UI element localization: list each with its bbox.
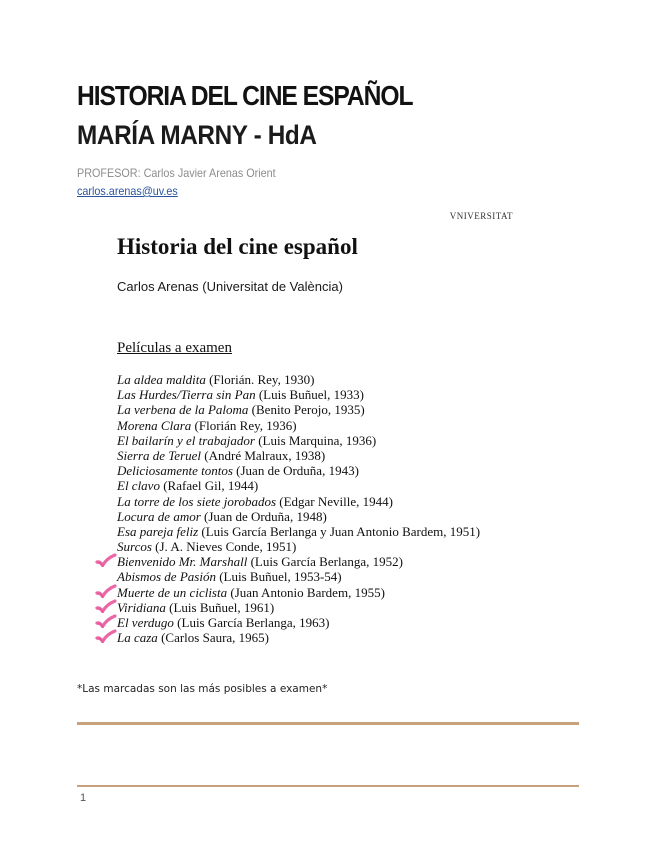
film-title: Esa pareja feliz: [117, 523, 199, 539]
film-list-item: [117, 418, 480, 433]
film-list-item: [117, 372, 480, 387]
film-title: Locura de amor: [117, 508, 201, 524]
film-list-item: [117, 478, 480, 493]
film-list-item: [117, 569, 480, 584]
film-title: Viridiana: [117, 599, 166, 615]
check-mark-icon: [95, 629, 117, 644]
film-details: (Luis García Berlanga, 1963): [173, 615, 330, 630]
film-title: Morena Clara: [117, 417, 192, 433]
film-details: (Carlos Saura, 1965): [157, 630, 270, 646]
film-list-item: [117, 494, 480, 509]
film-details: (J. A. Nieves Conde, 1951): [151, 539, 297, 555]
film-title: La caza: [117, 630, 158, 646]
film-details: (Rafael Gil, 1944): [159, 478, 259, 494]
check-mark-icon: [95, 584, 117, 599]
film-title: Deliciosamente tontos: [117, 463, 233, 479]
film-title: La verbena de la Paloma: [117, 402, 249, 418]
film-details: (Luis Buñuel, 1933): [255, 387, 364, 403]
page-number: 1: [80, 792, 87, 804]
film-details: (Edgar Neville, 1944): [276, 493, 393, 509]
film-title: El verdugo: [117, 615, 174, 630]
film-list-item: [117, 524, 480, 539]
film-title: Sierra de Teruel: [117, 447, 202, 463]
film-details: (Juan de Orduña, 1948): [200, 508, 327, 524]
footnote: *Las marcadas son las más posibles a examen*: [77, 683, 328, 695]
document-author: Carlos Arenas (Universitat de València): [117, 279, 343, 294]
footer-divider: [77, 785, 579, 787]
film-details: (Luis García Berlanga y Juan Antonio Bardem, 1951): [198, 523, 481, 539]
film-list-item: [117, 509, 480, 524]
film-list-item: [117, 402, 480, 417]
document-title: Historia del cine español: [117, 234, 358, 259]
film-title: El bailarín y el trabajador: [117, 432, 255, 448]
divider: [77, 722, 579, 725]
film-list-item: [117, 448, 480, 463]
film-details: (Luis Buñuel, 1961): [165, 599, 275, 615]
check-mark-icon: [95, 553, 117, 568]
films-heading: Películas a examen: [117, 340, 232, 356]
check-mark-icon: [95, 614, 117, 629]
film-list-item: [117, 463, 480, 478]
film-list-item: [117, 630, 480, 645]
film-details: (Florián Rey, 1936): [191, 417, 297, 433]
professor-label: PROFESOR: Carlos Javier Arenas Orient: [77, 166, 276, 180]
film-list-item: [117, 600, 480, 615]
film-title: Abismos de Pasión: [117, 569, 216, 585]
film-details: (Juan Antonio Bardem, 1955): [227, 584, 385, 600]
film-details: (Luis Marquina, 1936): [254, 432, 377, 448]
film-title: Surcos: [117, 539, 152, 555]
film-list-item: [117, 615, 480, 630]
film-list-item: [117, 539, 480, 554]
film-details: (Luis García Berlanga, 1952): [247, 554, 403, 570]
film-details: (André Malraux, 1938): [201, 447, 326, 463]
film-details: (Juan de Orduña, 1943): [232, 463, 359, 479]
film-title: Las Hurdes/Tierra sin Pan: [117, 387, 256, 403]
film-title: El clavo: [117, 478, 160, 494]
university-logo: VNIVERSITAT: [449, 211, 513, 221]
film-list-item: [117, 585, 480, 600]
professor-email-link[interactable]: carlos.arenas@uv.es: [77, 184, 178, 198]
page-title: HISTORIA DEL CINE ESPAÑOL: [77, 80, 413, 111]
page-subtitle: MARÍA MARNY - HdA: [77, 120, 317, 150]
film-title: La torre de los siete jorobados: [117, 493, 277, 509]
film-title: Bienvenido Mr. Marshall: [117, 554, 248, 570]
film-title: Muerte de un ciclista: [117, 584, 228, 600]
film-title: La aldea maldita: [117, 372, 206, 387]
film-details: (Luis Buñuel, 1953-54): [215, 569, 342, 585]
film-details: (Benito Perojo, 1935): [248, 402, 365, 418]
film-list-item: [117, 554, 480, 569]
film-list-item: [117, 387, 480, 402]
film-details: (Florián. Rey, 1930): [205, 372, 315, 387]
film-list-item: [117, 433, 480, 448]
check-mark-icon: [95, 599, 117, 614]
film-list: [117, 372, 480, 645]
